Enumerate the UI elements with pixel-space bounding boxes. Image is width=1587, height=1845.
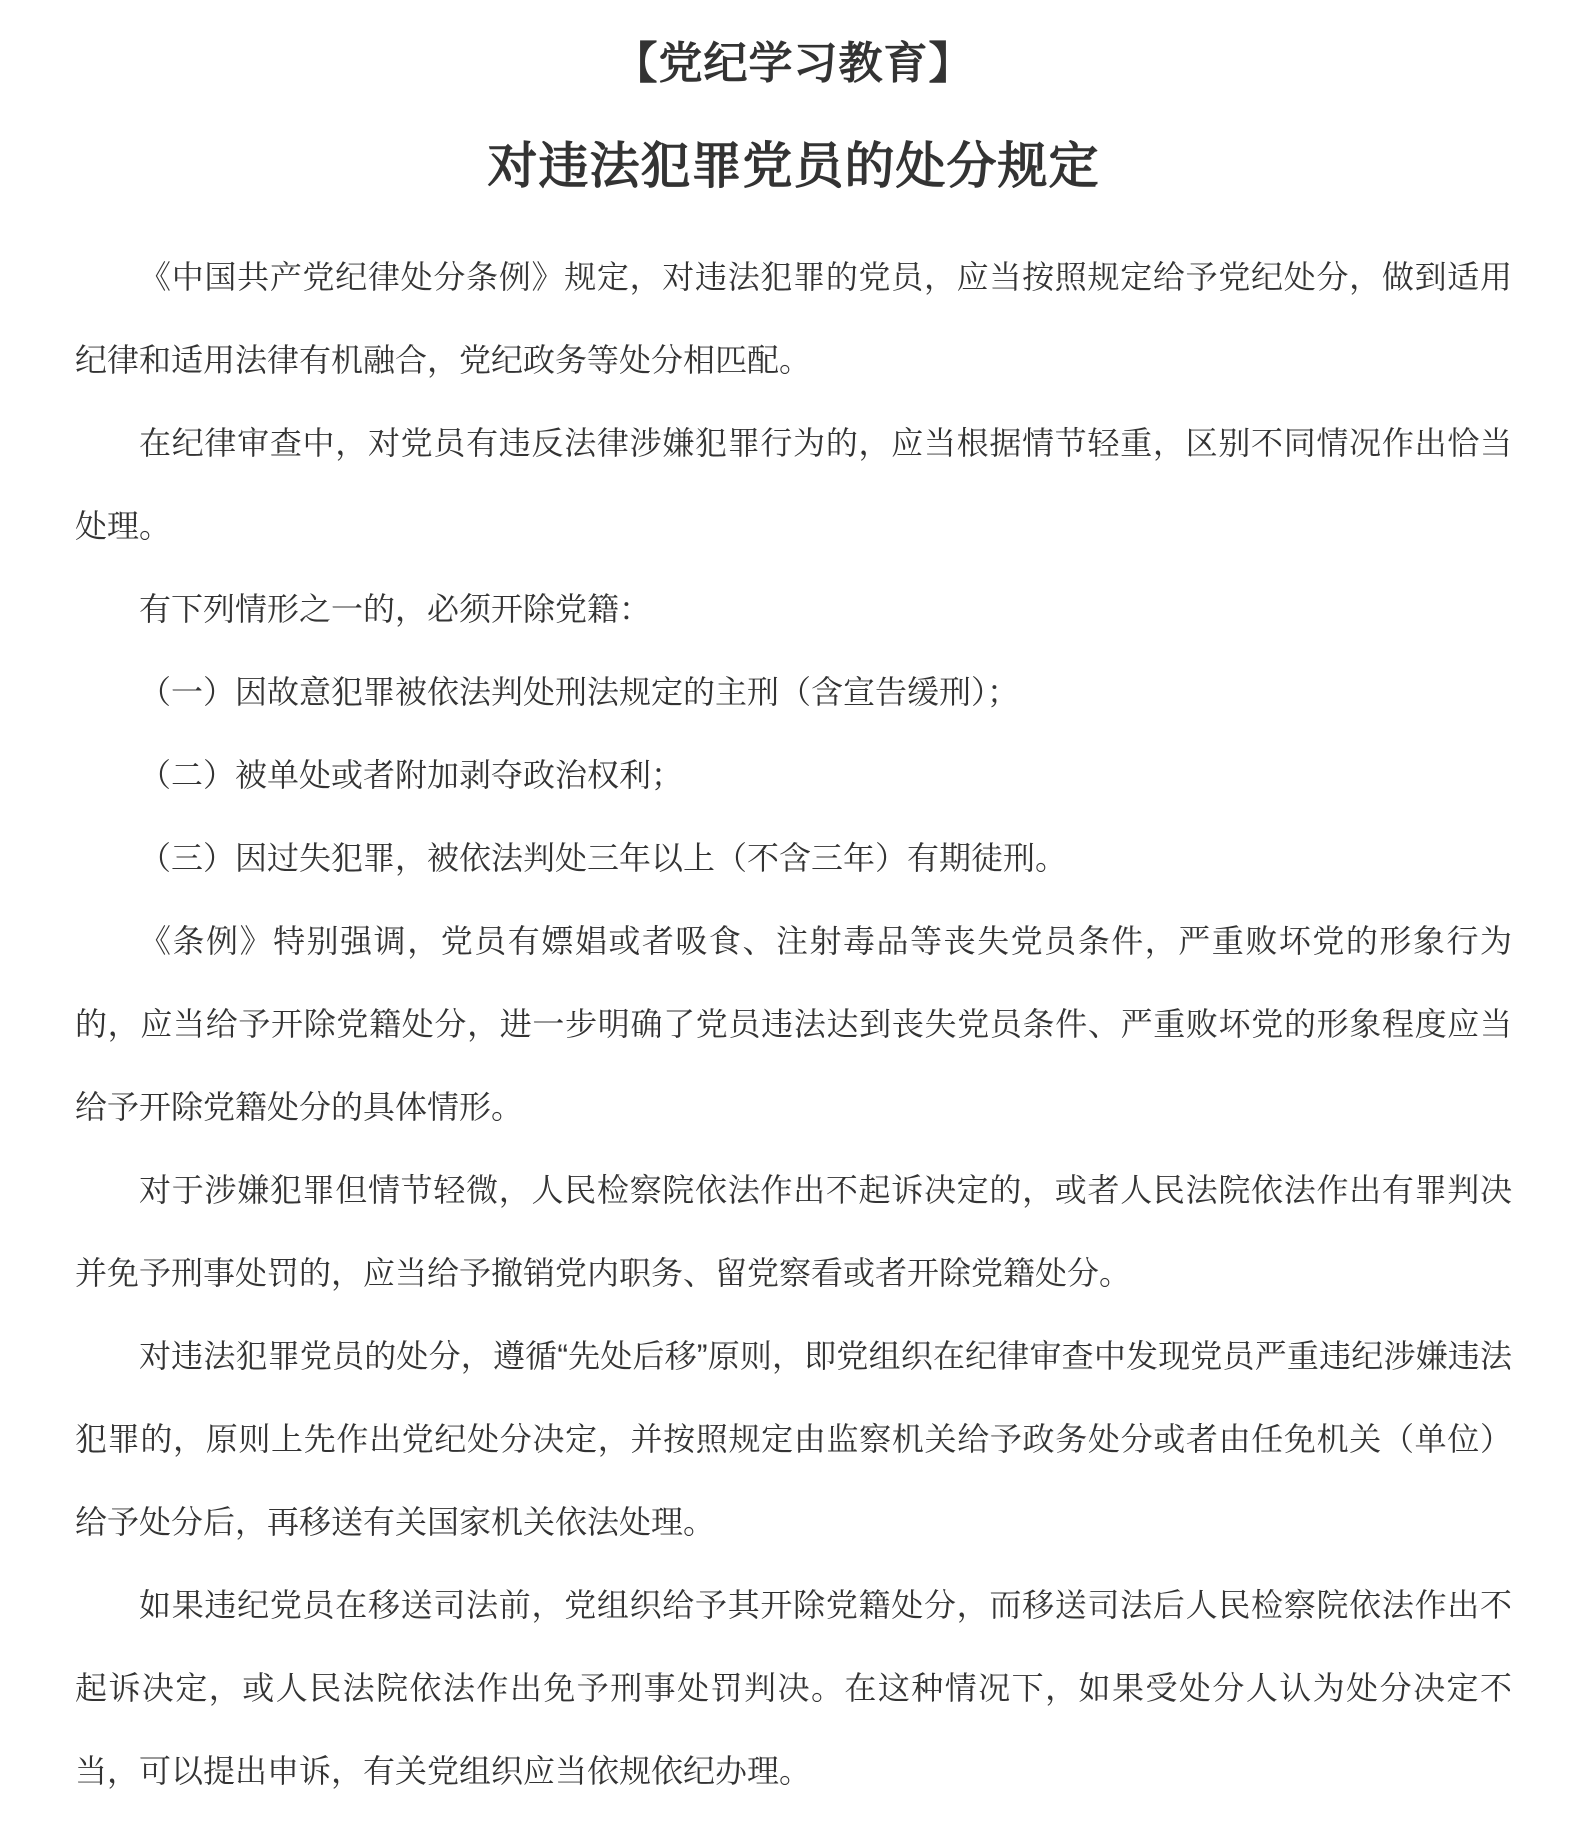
paragraph-minor-cases: 对于涉嫌犯罪但情节轻微，人民检察院依法作出不起诉决定的，或者人民法院依法作出有罪判决并免予刑事处罚的，应当给予撤销党内职务、留党察看或者开除党籍处分。 [75, 1172, 1512, 1291]
paragraph-list-lead: 有下列情形之一的，必须开除党籍： [139, 591, 652, 627]
paragraph-intro: 《中国共产党纪律处分条例》规定，对违法犯罪的党员，应当按照规定给予党纪处分，做到适用纪律和适用法律有机融合，党纪政务等处分相匹配。 [75, 259, 1512, 378]
document-body [75, 236, 1512, 1813]
list-item-2: （二）被单处或者附加剥夺政治权利； [139, 757, 684, 793]
document-title: 【党纪学习教育】 [613, 39, 974, 88]
document-subtitle: 对违法犯罪党员的处分规定 [487, 138, 1100, 194]
list-item-3: （三）因过失犯罪，被依法判处三年以上（不含三年）有期徒刑。 [139, 840, 1068, 876]
paragraph-appeal: 如果违纪党员在移送司法前，党组织给予其开除党籍处分，而移送司法后人民检察院依法作出不起诉决定，或人民法院依法作出免予刑事处罚判决。在这种情况下，如果受处分人认为处分决定不当，可以提出申诉，有关党组织应当依规依纪办理。 [75, 1587, 1512, 1789]
paragraph-emphasis: 《条例》特别强调，党员有嫖娼或者吸食、注射毒品等丧失党员条件，严重败坏党的形象行为的，应当给予开除党籍处分，进一步明确了党员违法达到丧失党员条件、严重败坏党的形象程度应当给予开除党籍处分的具体情形。 [75, 923, 1512, 1125]
paragraph-review: 在纪律审查中，对党员有违反法律涉嫌犯罪行为的，应当根据情节轻重，区别不同情况作出恰当处理。 [75, 425, 1512, 544]
paragraph-principle: 对违法犯罪党员的处分，遵循“先处后移”原则，即党组织在纪律审查中发现党员严重违纪涉嫌违法犯罪的，原则上先作出党纪处分决定，并按照规定由监察机关给予政务处分或者由任免机关（单位）给予处分后，再移送有关国家机关依法处理。 [75, 1338, 1512, 1540]
list-item-1: （一）因故意犯罪被依法判处刑法规定的主刑（含宣告缓刑）； [139, 674, 1020, 710]
